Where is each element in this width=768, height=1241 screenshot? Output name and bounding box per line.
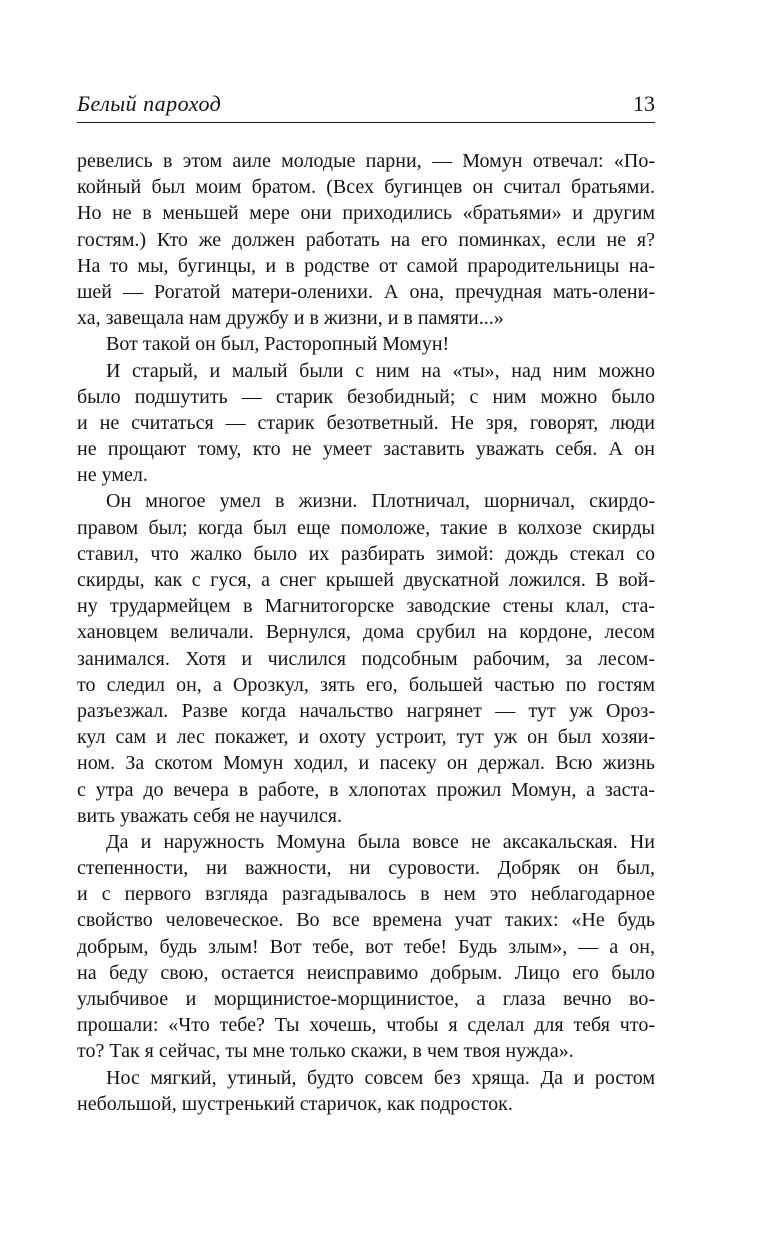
text-line: Вот такой он был, Расторопный Момун! <box>106 333 450 356</box>
text-line: правом был; когда был еще помоложе, такие в колхозе скирды <box>77 516 655 539</box>
text-line: добрым, будь злым! Вот тебе, вот тебе! Будь злым», — а он, <box>77 935 655 958</box>
text-line: хановцем величали. Вернулся, дома срубил на кордоне, лесом <box>77 621 655 644</box>
text-line: И старый, и малый были с ним на «ты», над ним можно <box>106 359 655 382</box>
text-line: не умел. <box>77 464 148 487</box>
text-line: Да и наружность Момуна была вовсе не аксакальская. Ни <box>106 830 655 853</box>
text-line: разъезжал. Разве когда начальство нагрянет — тут уж Ороз- <box>77 699 655 722</box>
body-text <box>77 148 655 1117</box>
text-line: и не считаться — старик безответный. Не зря, говорят, люди <box>77 411 655 434</box>
text-line: Он многое умел в жизни. Плотничал, шорничал, скирдо- <box>106 490 655 513</box>
text-line: Нос мягкий, утиный, будто совсем без хряща. Да и ростом <box>106 1066 655 1089</box>
text-line: не прощают тому, кто не умеет заставить уважать себя. А он <box>77 438 655 461</box>
text-line: ставил, что жалко было их разбирать зимой: дождь стекал со <box>77 542 655 565</box>
text-line: ха, завещала нам дружбу и в жизни, и в памяти...» <box>77 307 504 330</box>
text-line: улыбчивое и морщинистое-морщинистое, а глаза вечно во- <box>77 988 655 1010</box>
text-line: ревелись в этом аиле молодые парни, — Момун отвечал: «По- <box>77 150 655 172</box>
text-line: прошали: «Что тебе? Ты хочешь, чтобы я сделал для тебя что- <box>77 1014 655 1037</box>
page-number: 13 <box>633 91 655 116</box>
text-line: гостям.) Кто же должен работать на его поминках, если не я? <box>77 228 655 251</box>
text-line: шей — Рогатой матери-оленихи. А она, пречудная мать-олени- <box>77 280 655 303</box>
text-line: свойство человеческое. Во все времена учат таких: «Не будь <box>77 909 655 932</box>
text-line: Но не в меньшей мере они приходились «братьями» и другим <box>77 202 655 225</box>
text-line: то следил он, а Орозкул, зять его, большей частью по гостям <box>77 673 655 696</box>
text-line: на беду свою, остается неисправимо добрым. Лицо его было <box>77 961 655 984</box>
text-line: На то мы, бугинцы, и в родстве от самой прародительницы на- <box>77 254 655 277</box>
text-line: было подшутить — старик безобидный; с ним можно было <box>77 385 655 408</box>
text-line: койный был моим братом. (Всех бугинцев он считал братьями. <box>77 176 655 199</box>
text-line: и с первого взгляда разгадывалось в нем это неблагодарное <box>77 883 655 906</box>
text-line: небольшой, шустренький старичок, как подросток. <box>77 1092 513 1115</box>
text-line: кул сам и лес покажет, и охоту устроит, тут уж он был хозяи- <box>77 726 655 749</box>
text-line: вить уважать себя не научился. <box>77 804 342 827</box>
text-line: то? Так я сейчас, ты мне только скажи, в чем твоя нужда». <box>77 1040 574 1063</box>
text-line: ном. За скотом Момун ходил, и пасеку он держал. Всю жизнь <box>77 752 655 775</box>
text-line: степенности, ни важности, ни суровости. Добряк он был, <box>77 857 655 880</box>
text-line: ну трудармейцем в Магнитогорске заводские стены клал, ста- <box>77 595 655 618</box>
text-line: с утра до вечера в работе, в хлопотах прожил Момун, а заста- <box>77 778 655 801</box>
running-title: Белый пароход <box>77 91 222 116</box>
text-line: скирды, как с гуся, а снег крышей двускатной ложился. В вой- <box>77 569 655 591</box>
text-line: занимался. Хотя и числился подсобным рабочим, за лесом- <box>77 647 655 670</box>
running-header <box>77 88 655 123</box>
